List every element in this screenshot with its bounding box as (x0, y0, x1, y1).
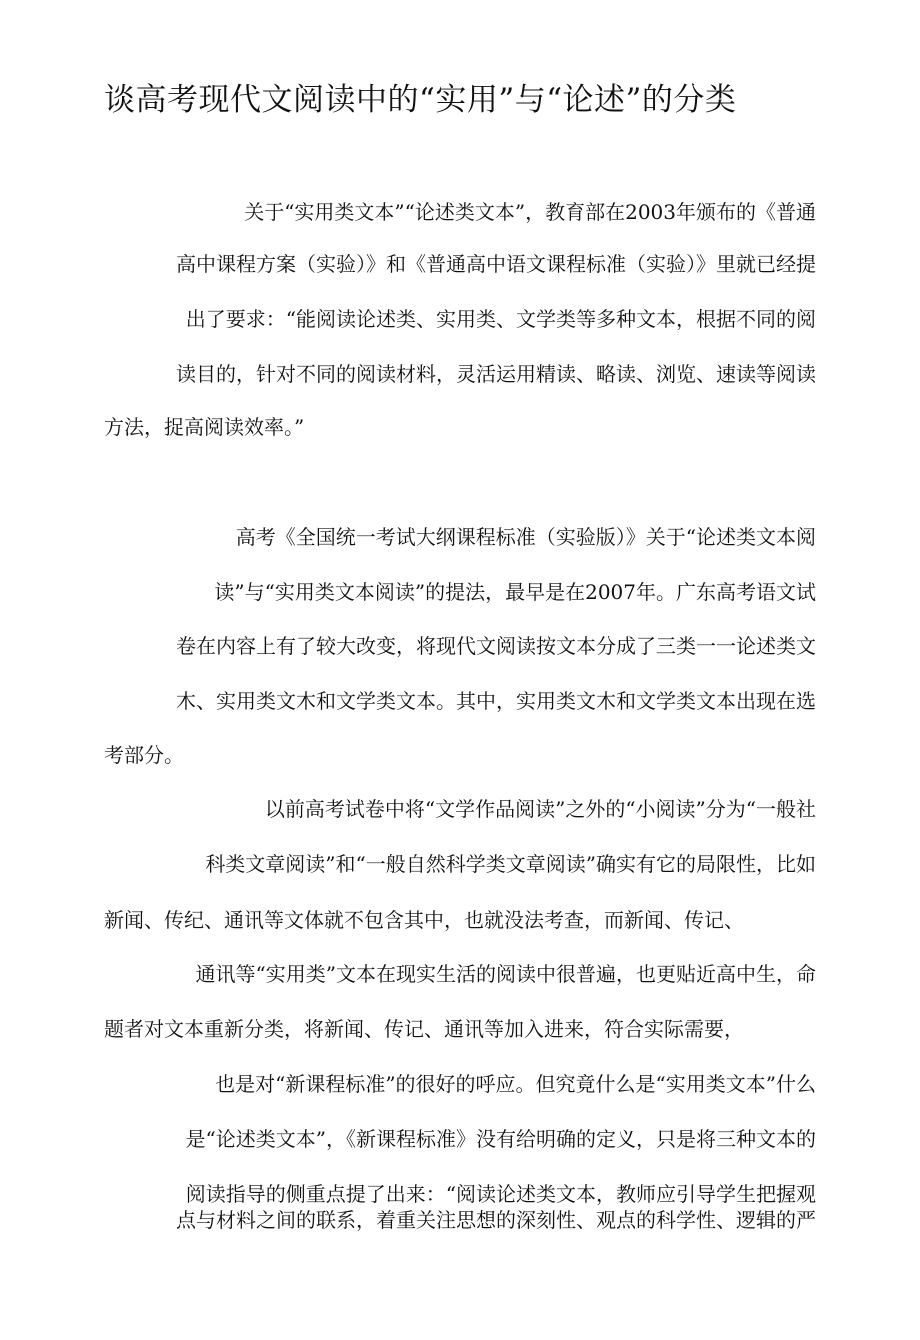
text-line: 阅读指导的侧重点提了出来：“阅读论述类文本，教师应引导学生把握观 (185, 1182, 816, 1206)
text-line: 卷在内容上有了较大改变，将现代文阅读按文本分成了三类一一论述类文 (176, 634, 816, 658)
text-line: 方法，捉高阅读效率。” (104, 415, 305, 439)
text-line: 通讯等“实用类”文本在现实生活的阅读中很普遍，也更贴近高中生，命 (195, 962, 816, 986)
text-line: 是“论述类文本”，《新课程标准》没有给明确的定义，只是将三种文本的 (185, 1127, 816, 1151)
text-line: 科类文章阅读”和“一般自然科学类文章阅读”确实有它的局限性，比如 (205, 852, 816, 876)
text-line: 考部分。 (104, 743, 184, 767)
text-line: 木、实用类文木和文学类文本。其中，实用类文木和文学类文本出现在选 (176, 689, 816, 713)
text-line: 高考《全国统一考试大纲课程标准（实验版）》关于“论述类文本阅 (235, 525, 816, 549)
text-line: 出了要求：“能阅读论述类、实用类、文学类等多种文本，根据不同的阅 (185, 307, 816, 331)
document-title: 谈高考现代文阅读中的“实用”与“论述”的分类 (104, 82, 737, 118)
text-line: 以前高考试卷中将“文学作品阅读”之外的“小阅读”分为“一般社 (264, 797, 816, 821)
text-line: 关于“实用类文本”“论述类文本”，教育部在2003年颁布的《普通 (244, 200, 816, 224)
text-line: 也是对“新课程标准”的很好的呼应。但究竟什么是“实用类文本”什么 (215, 1072, 816, 1096)
text-line: 题者对文本重新分类，将新闻、传记、通讯等加入进来，符合实际需要， (104, 1017, 744, 1041)
text-line: 点与材料之间的联系，着重关注思想的深刻性、观点的科学性、逻辑的严 (176, 1208, 816, 1232)
text-line: 读”与“实用类文本阅读”的提法，最早是在2007年。广东高考语文试 (214, 580, 816, 604)
text-line: 读目的，针对不同的阅读材料，灵活运用精读、略读、浏览、速读等阅读 (176, 362, 816, 386)
text-line: 新闻、传纪、通讯等文体就不包含其中，也就没法考查，而新闻、传记、 (104, 908, 744, 932)
text-line: 高中课程方案（实验）》和《普通高中语文课程标准（实验）》里就已经提 (176, 252, 816, 276)
